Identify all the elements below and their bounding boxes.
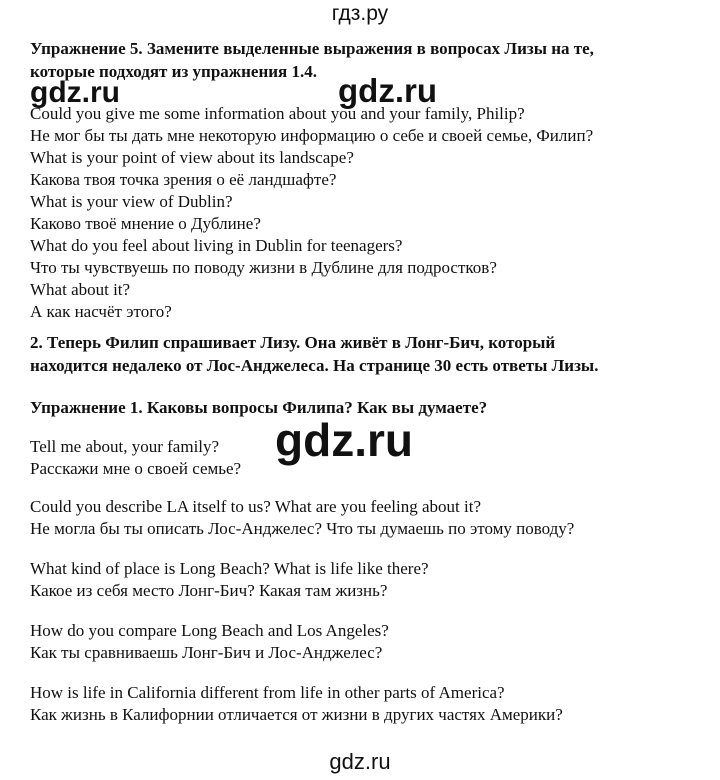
question-ru: Как жизнь в Калифорнии отличается от жизни в других частях Америки? (30, 705, 563, 724)
watermark: gdz.ru (30, 76, 120, 109)
exercise-heading: Упражнение 1. Каковы вопросы Филипа? Как вы думаете? (30, 398, 488, 417)
text-line: What is your view of Dublin? (30, 192, 233, 211)
question-ru: Не могла бы ты описать Лос-Анджелес? Что ты думаешь по этому поводу? (30, 519, 575, 538)
site-footer[interactable]: gdz.ru (329, 749, 391, 774)
exercise-heading: Упражнение 5. Замените выделенные выражения в вопросах Лизы на те, (30, 39, 594, 58)
section-heading: 2. Теперь Филип спрашивает Лизу. Она живёт в Лонг-Бич, который (30, 333, 556, 352)
text-line: What do you feel about living in Dublin for teenagers? (30, 236, 403, 255)
site-header[interactable]: гдз.ру (331, 2, 389, 25)
text-line: А как насчёт этого? (30, 302, 172, 321)
exercise-heading: которые подходят из упражнения 1.4. (30, 62, 317, 81)
text-line: Could you give me some information about you and your family, Philip? (30, 104, 525, 123)
question-en: Could you describe LA itself to us? What are you feeling about it? (30, 497, 482, 516)
text-line: Что ты чувствуешь по поводу жизни в Дублине для подростков? (30, 258, 497, 277)
question-ru: Расскажи мне о своей семье? (30, 459, 242, 478)
text-line: Каково твоё мнение о Дублине? (30, 214, 261, 233)
text-line: Какова твоя точка зрения о её ландшафте? (30, 170, 337, 189)
question-ru: Как ты сравниваешь Лонг-Бич и Лос-Анджелес? (30, 643, 383, 662)
question-en: How is life in California different from life in other parts of America? (30, 683, 505, 702)
text-line: What is your point of view about its landscape? (30, 148, 354, 167)
section-heading: находится недалеко от Лос-Анджелеса. На странице 30 есть ответы Лизы. (30, 356, 599, 375)
text-line: Не мог бы ты дать мне некоторую информацию о себе и своей семье, Филип? (30, 126, 594, 145)
watermark: gdz.ru (338, 72, 437, 109)
watermark: gdz.ru (275, 414, 413, 466)
question-en: What kind of place is Long Beach? What is life like there? (30, 559, 429, 578)
question-en: Tell me about, your family? (30, 437, 220, 456)
question-ru: Какое из себя место Лонг-Бич? Какая там жизнь? (30, 581, 388, 600)
question-en: How do you compare Long Beach and Los Angeles? (30, 621, 389, 640)
text-line: What about it? (30, 280, 131, 299)
